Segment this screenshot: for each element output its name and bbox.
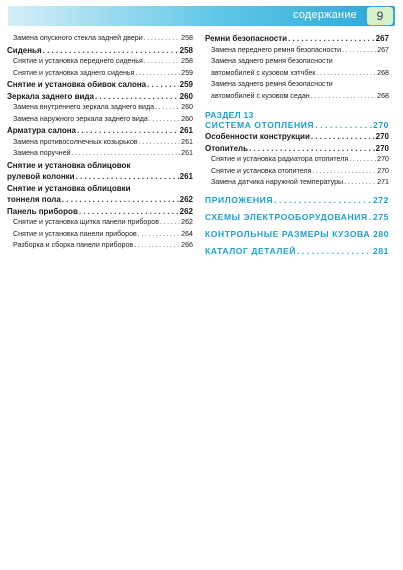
leader-dots <box>144 56 180 68</box>
toc-page-number: 272 <box>373 194 389 205</box>
toc-entry-text: КОНТРОЛЬНЫЕ РАЗМЕРЫ КУЗОВА <box>205 228 371 239</box>
leader-dots <box>139 137 180 149</box>
leader-dots <box>43 45 179 57</box>
toc-subentry[interactable] <box>7 33 193 45</box>
toc-left-column <box>7 33 193 252</box>
toc-entry-text: тоннеля пола <box>7 195 61 204</box>
toc-subentry[interactable] <box>7 114 193 126</box>
toc-page-number: 261 <box>181 149 193 157</box>
leader-dots <box>147 79 179 91</box>
toc-entry-text: Снятие и установка обивок салона <box>7 80 147 89</box>
toc-heading-entry[interactable] <box>7 125 193 137</box>
toc-page-number: 260 <box>181 114 193 123</box>
leader-dots <box>344 177 376 189</box>
toc-entry-line: Замена заднего ремня безопасности <box>211 80 333 88</box>
toc-heading-entry[interactable] <box>7 45 193 57</box>
leader-dots <box>249 143 375 155</box>
toc-entry-text: Замена переднего ремня безопасности <box>211 45 342 54</box>
page-number: 9 <box>367 7 393 25</box>
toc-heading-entry[interactable] <box>205 143 389 155</box>
toc-page-number: 260 <box>179 91 193 101</box>
toc-subentry[interactable] <box>7 137 193 149</box>
toc-page-number: 262 <box>181 218 193 226</box>
toc-page-number: 268 <box>377 68 389 77</box>
toc-subentry[interactable] <box>7 217 193 229</box>
toc-heading-entry[interactable] <box>7 206 193 218</box>
toc-entry-text: Снятие и установка панели приборов <box>13 229 137 238</box>
leader-dots <box>288 33 375 45</box>
leader-dots <box>369 212 372 223</box>
toc-page-number: 267 <box>377 45 389 54</box>
toc-entry-text: СХЕМЫ ЭЛЕКТРООБОРУДОВАНИЯ <box>205 211 368 222</box>
toc-chapter-entry[interactable] <box>205 212 389 223</box>
toc-entry-text: Замена противосолнечных козырьков <box>13 137 138 146</box>
leader-dots <box>76 171 179 183</box>
toc-entry-line: Снятие и установка облицовок <box>7 160 131 170</box>
leader-dots <box>79 206 179 218</box>
toc-entry-text: Снятие и установка щитка панели приборов <box>13 218 160 226</box>
toc-page-number: 270 <box>375 143 389 153</box>
toc-entry-text: автомобилей с кузовом седан <box>211 91 310 100</box>
toc-page-number: 259 <box>179 80 193 89</box>
leader-dots <box>315 120 372 131</box>
toc-entry-text: Замена поручней <box>13 149 71 157</box>
toc-page-number: 261 <box>181 137 193 146</box>
toc-subentry[interactable] <box>7 102 193 114</box>
toc-page-number: 281 <box>373 245 389 256</box>
toc-entry-multiline[interactable] <box>205 56 389 79</box>
toc-subentry[interactable] <box>205 166 389 178</box>
toc-entry-text: Зеркала заднего вида <box>7 91 94 101</box>
toc-entry-text: Панель приборов <box>7 206 78 216</box>
leader-dots <box>160 217 180 229</box>
toc-page-number: 261 <box>179 126 193 135</box>
toc-page-number: 261 <box>179 172 193 181</box>
toc-entry-text: Сиденья <box>7 45 42 55</box>
leader-dots <box>371 229 372 240</box>
leader-dots <box>349 154 376 166</box>
leader-dots <box>274 195 372 206</box>
leader-dots <box>342 45 376 57</box>
toc-heading-entry[interactable] <box>7 79 193 91</box>
toc-entry-text: Ремни безопасности <box>205 34 288 43</box>
toc-entry-text: Замена опускного стекла задней двери <box>13 34 143 42</box>
leader-dots <box>135 68 180 80</box>
toc-heading-entry[interactable] <box>205 33 389 45</box>
toc-page-number: 259 <box>181 68 193 77</box>
toc-page-number: 275 <box>373 211 389 222</box>
toc-page-number: 280 <box>373 228 389 239</box>
toc-page-number: 270 <box>377 166 389 175</box>
leader-dots <box>77 125 179 137</box>
toc-page-number: 270 <box>373 120 389 130</box>
toc-page-number: 270 <box>377 155 389 163</box>
toc-chapter-entry[interactable] <box>205 246 389 257</box>
leader-dots <box>95 91 179 103</box>
toc-subentry[interactable] <box>7 68 193 80</box>
toc-entry-line: Снятие и установка облицовки <box>7 183 131 193</box>
toc-entry-text: Снятие и установка заднего сиденья <box>13 68 135 77</box>
toc-subentry[interactable] <box>205 45 389 57</box>
toc-page-number: 258 <box>181 34 193 42</box>
toc-entry-text: Замена внутреннего зеркала заднего вида <box>13 103 155 111</box>
leader-dots <box>311 131 375 143</box>
section-title: содержание <box>293 9 357 21</box>
toc-entry-text: СИСТЕМА ОТОПЛЕНИЯ <box>205 120 315 130</box>
toc-page-number: 264 <box>181 229 193 238</box>
toc-entry-multiline[interactable] <box>7 183 193 206</box>
toc-section-entry[interactable] <box>205 120 389 131</box>
toc-page-number: 262 <box>179 195 193 204</box>
toc-right-column <box>205 33 389 263</box>
toc-page-number: 258 <box>181 57 193 65</box>
toc-entry-text: рулевой колонки <box>7 172 75 181</box>
toc-page-number: 258 <box>179 45 193 55</box>
toc-subentry[interactable] <box>7 229 193 241</box>
leader-dots <box>72 148 181 160</box>
toc-subentry[interactable] <box>205 154 389 166</box>
toc-subentry[interactable] <box>7 240 193 252</box>
toc-entry-text: Снятие и установка радиатора отопителя <box>211 155 349 163</box>
section-label: РАЗДЕЛ 13 <box>205 110 254 120</box>
leader-dots <box>134 240 180 252</box>
toc-page-number: 260 <box>181 103 193 111</box>
toc-page-number: 270 <box>375 132 389 141</box>
leader-dots <box>155 102 180 114</box>
toc-entry-text: Замена датчика наружной температуры <box>211 178 344 186</box>
toc-entry-multiline[interactable] <box>205 79 389 102</box>
toc-entry-text: Разборка и сборка панели приборов <box>13 241 134 249</box>
toc-entry-text: ПРИЛОЖЕНИЯ <box>205 194 274 205</box>
toc-entry-text: КАТАЛОГ ДЕТАЛЕЙ <box>205 245 296 256</box>
toc-chapter-entry[interactable] <box>205 229 389 240</box>
leader-dots <box>311 91 376 103</box>
toc-chapter-entry[interactable] <box>205 195 389 206</box>
toc-page-number: 266 <box>181 241 193 249</box>
toc-entry-text: Отопитель <box>205 143 249 153</box>
toc-heading-entry[interactable] <box>205 131 389 143</box>
toc-subentry[interactable] <box>7 56 193 68</box>
toc-page-number: 267 <box>375 34 389 43</box>
toc-entry-text: Замена наружного зеркала заднего вида <box>13 114 148 123</box>
toc-entry-text: автомобилей с кузовом хэтчбек <box>211 68 316 77</box>
toc-entry-text: Особенности конструкции <box>205 132 310 141</box>
toc-entry-text: Снятие и установка переднего сиденья <box>13 57 143 65</box>
toc-entry-text: Снятие и установка отопителя <box>211 166 312 175</box>
toc-entry-multiline[interactable] <box>7 160 193 183</box>
toc-entry-text: Арматура салона <box>7 126 76 135</box>
toc-heading-entry[interactable] <box>7 91 193 103</box>
leader-dots <box>297 246 372 257</box>
page-header-bar <box>8 6 395 26</box>
leader-dots <box>316 68 376 80</box>
toc-page-number: 268 <box>377 91 389 100</box>
toc-page-number: 262 <box>179 206 193 216</box>
leader-dots <box>149 114 180 126</box>
toc-subentry[interactable] <box>205 177 389 189</box>
leader-dots <box>312 166 376 178</box>
leader-dots <box>138 229 180 241</box>
leader-dots <box>62 194 179 206</box>
leader-dots <box>144 33 180 45</box>
toc-page-number: 271 <box>377 178 389 186</box>
toc-entry-line: Замена заднего ремня безопасности <box>211 57 333 65</box>
toc-subentry[interactable] <box>7 148 193 160</box>
